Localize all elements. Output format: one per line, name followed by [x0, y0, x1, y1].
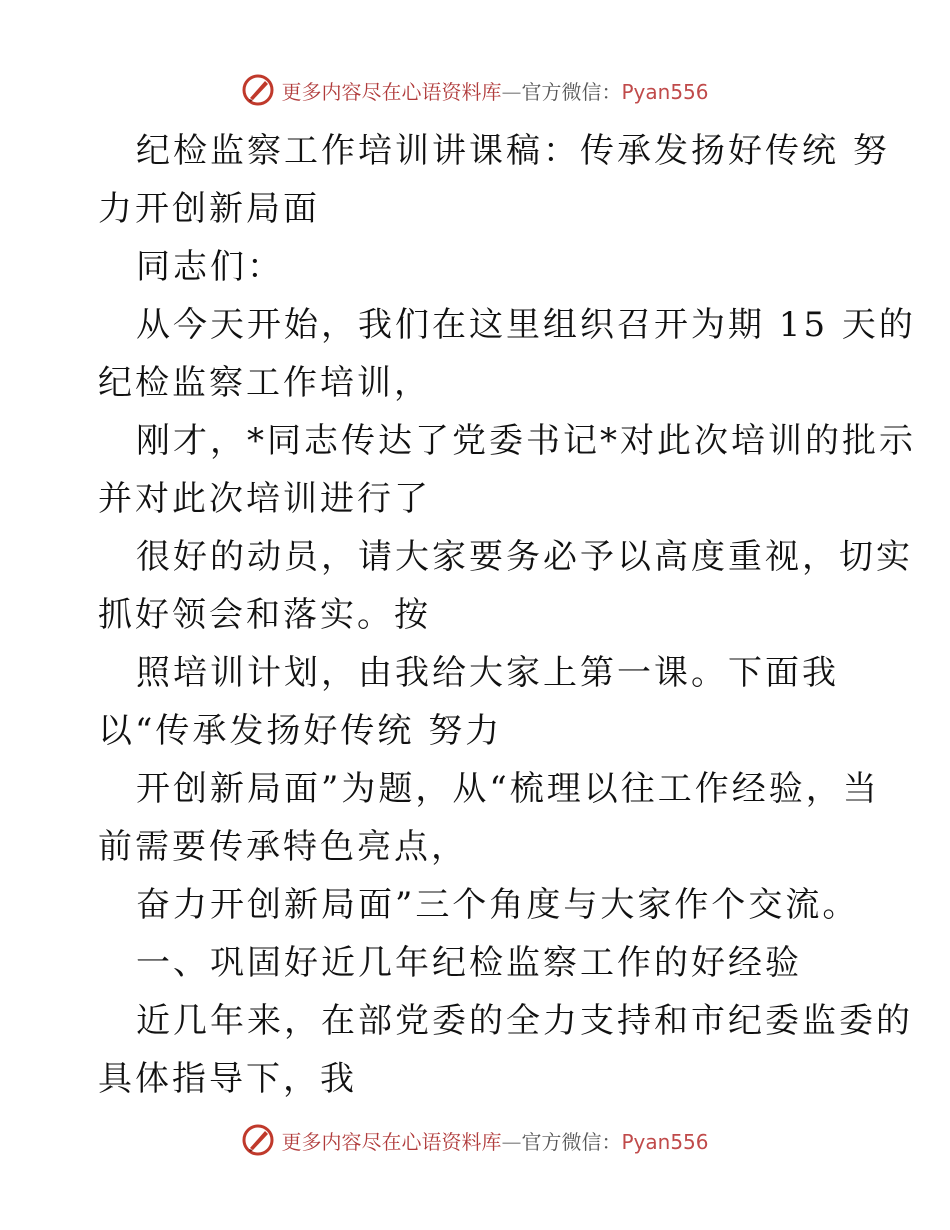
body-line: 从今天开始，我们在这里组织召开为期 15 天的 [136, 305, 916, 345]
quill-logo-icon [241, 73, 275, 107]
title-line-1: 纪检监察工作培训讲课稿：传承发扬好传统 努 [136, 131, 890, 171]
body-line: 开创新局面”为题，从“梳理以往工作经验，当 [136, 769, 880, 809]
body-line: 前需要传承特色亮点， [98, 827, 468, 867]
body-line: 近几年来，在部党委的全力支持和市纪委监委的 [136, 1001, 913, 1041]
body-line: 以“传承发扬好传统 努力 [98, 711, 503, 751]
header-watermark-banner [0, 70, 950, 110]
body-line: 奋力开创新局面”三个角度与大家作个交流。 [136, 885, 860, 925]
title-line-2: 力开创新局面 [98, 189, 320, 229]
section-heading: 一、巩固好近几年纪检监察工作的好经验 [136, 943, 802, 983]
body-line: 具体指导下，我 [98, 1059, 357, 1099]
body-line: 抓好领会和落实。按 [98, 595, 431, 635]
body-line: 很好的动员，请大家要务必予以高度重视，切实 [136, 537, 913, 577]
banner-wechat-id: Pyan556 [621, 1129, 709, 1154]
banner-text [281, 76, 708, 105]
banner-text [281, 1126, 708, 1155]
body-line: 照培训计划，由我给大家上第一课。下面我 [136, 653, 839, 693]
banner-main-text: 更多内容尽在心语资料库 [281, 79, 502, 104]
document-body [98, 122, 916, 1108]
body-line: 刚才，*同志传达了党委书记*对此次培训的批示 [136, 421, 916, 461]
body-line: 纪检监察工作培训， [98, 363, 431, 403]
banner-separator: — [501, 1129, 522, 1154]
banner-separator: — [501, 79, 522, 104]
banner-wechat-id: Pyan556 [621, 79, 709, 104]
banner-main-text: 更多内容尽在心语资料库 [281, 1129, 502, 1154]
quill-logo-icon [241, 1123, 275, 1157]
body-line: 并对此次培训进行了 [98, 479, 431, 519]
salutation: 同志们： [136, 247, 284, 287]
banner-wechat-label: 官方微信： [521, 79, 622, 104]
footer-watermark-banner [0, 1120, 950, 1160]
banner-wechat-label: 官方微信： [521, 1129, 622, 1154]
